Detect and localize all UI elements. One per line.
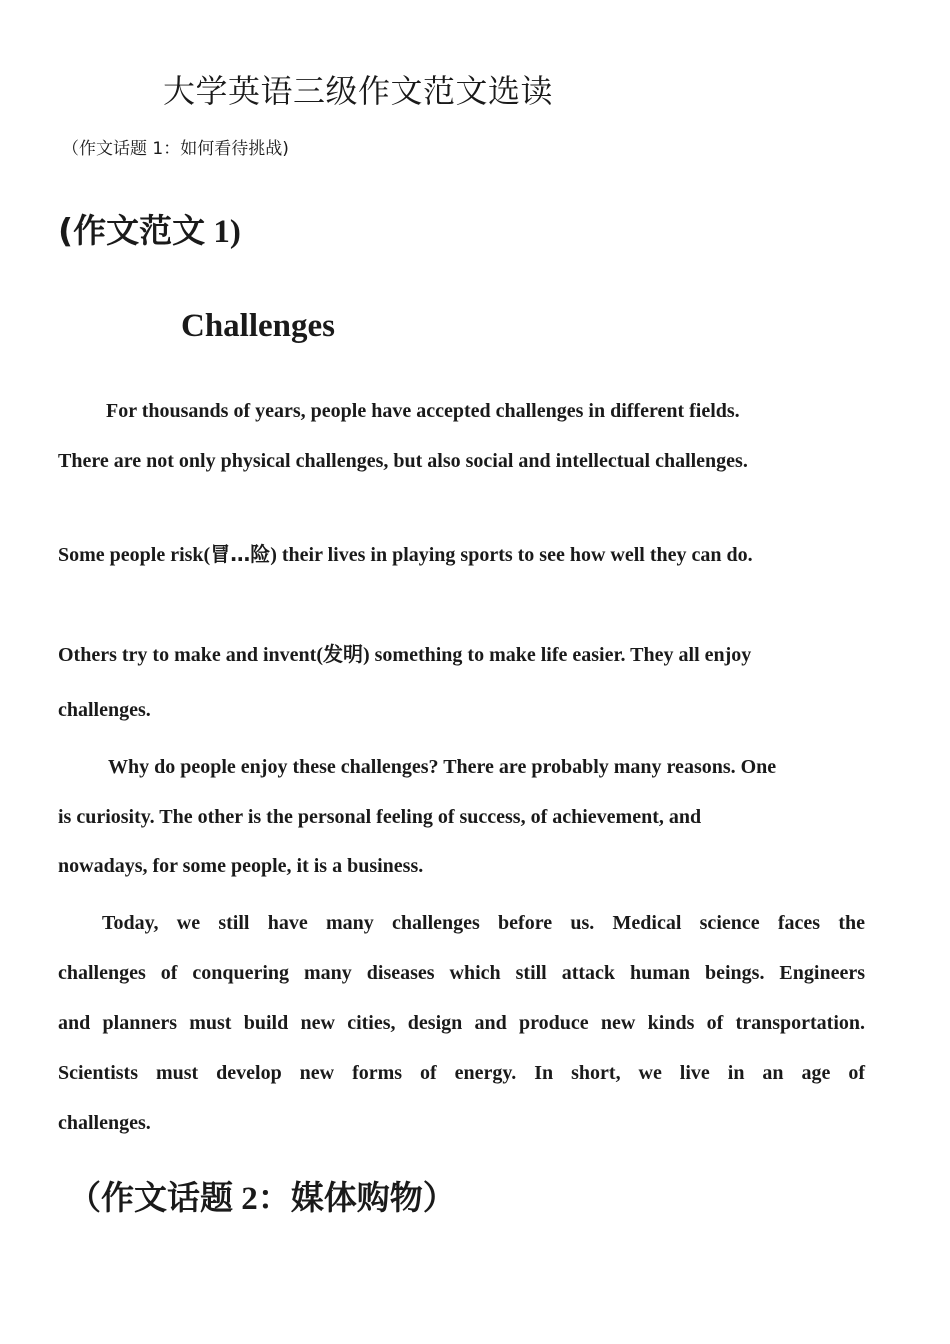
paragraph-2-line-1	[58, 538, 753, 567]
paragraph-5-line-1: Today, we still have many challenges before us. Medical science faces the	[102, 912, 865, 934]
document-title: 大学英语三级作文范文选读	[163, 72, 554, 110]
paragraph-4-line-3: nowadays, for some people, it is a business.	[58, 855, 424, 877]
paragraph-3-gloss: 发明	[322, 642, 363, 666]
paragraph-5-line-2: challenges of conquering many diseases which still attack human beings. Engineers	[58, 962, 865, 984]
paragraph-3-text-a: Others try to make and invent(	[58, 644, 323, 666]
paragraph-2-text-b: ) their lives in playing sports to see how well they can do.	[270, 544, 753, 566]
paragraph-3-text-b: ) something to make life easier. They all enjoy	[362, 644, 752, 666]
topic-2-number: 2	[233, 1181, 258, 1217]
sample-heading-prefix: (作文范文	[58, 211, 206, 250]
essay-title: Challenges	[181, 308, 336, 344]
paragraph-1-line-1: For thousands of years, people have accepted challenges in different fields.	[106, 400, 740, 422]
paragraph-2-gloss: 冒…险	[210, 542, 271, 566]
paragraph-2-text-a: Some people risk(	[58, 544, 211, 566]
paragraph-5-line-3: and planners must build new cities, design and produce new kinds of transportation.	[58, 1012, 865, 1034]
topic-note: （作文话题 1：如何看待挑战)	[62, 139, 289, 159]
paragraph-5-line-4: Scientists must develop new forms of energy. In short, we live in an age of	[58, 1062, 865, 1084]
sample-heading-number: 1)	[205, 214, 241, 250]
paragraph-3-line-2: challenges.	[58, 699, 151, 721]
paragraph-5-line-5: challenges.	[58, 1112, 151, 1134]
paragraph-4-line-2: is curiosity. The other is the personal feeling of success, of achievement, and	[58, 806, 702, 828]
topic-2-prefix: （作文话题	[68, 1178, 233, 1217]
topic-2-heading	[68, 1172, 456, 1219]
topic-2-suffix: ：媒体购物）	[257, 1178, 456, 1217]
sample-heading	[58, 205, 241, 252]
paragraph-3-line-1	[58, 638, 751, 667]
paragraph-4-line-1: Why do people enjoy these challenges? There are probably many reasons. One	[108, 756, 777, 778]
paragraph-1-line-2: There are not only physical challenges, but also social and intellectual challenges.	[58, 450, 748, 472]
